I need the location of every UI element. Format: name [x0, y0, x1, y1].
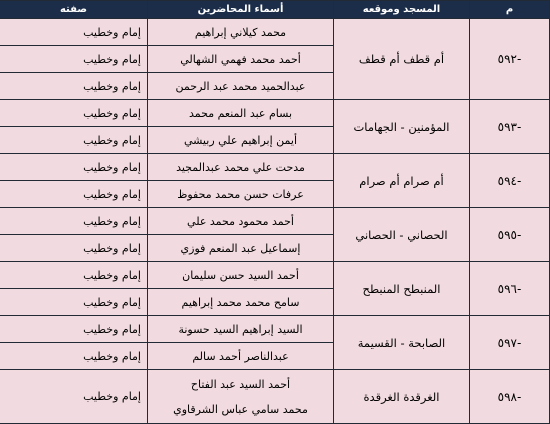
- header-row: [0, 1, 550, 19]
- row-number: -٥٩٤: [470, 154, 550, 208]
- mosque-location: أم قطف أم قطف: [334, 19, 470, 100]
- table-row: [0, 19, 550, 46]
- mosque-location: المؤمنين - الجهامات: [334, 100, 470, 154]
- table-row: [0, 262, 550, 289]
- lecturer-name: عبدالحميد محمد عبد الرحمن: [148, 73, 334, 100]
- lecturer-role: إمام وخطيب: [0, 73, 148, 100]
- mosque-location: الحصاني - الحصاني: [334, 208, 470, 262]
- lecturer-role: إمام وخطيب: [0, 46, 148, 73]
- lecturer-name: إسماعيل عبد المنعم فوزي: [148, 235, 334, 262]
- row-number: -٥٩٦: [470, 262, 550, 316]
- row-number: -٥٩٨: [470, 370, 550, 424]
- lecturer-role: إمام وخطيب: [0, 100, 148, 127]
- lecturer-role: إمام وخطيب: [0, 343, 148, 370]
- lecturer-name: أيمن إبراهيم علي ربيشي: [148, 127, 334, 154]
- header-names: أسماء المحاضرين: [148, 1, 334, 19]
- lecturer-role: إمام وخطيب: [0, 154, 148, 181]
- row-number: -٥٩٧: [470, 316, 550, 370]
- lecturer-name: محمد كيلاني إبراهيم: [148, 19, 334, 46]
- table-row: [0, 100, 550, 127]
- table-row: [0, 316, 550, 343]
- lecturer-role: إمام وخطيب: [0, 262, 148, 289]
- mosque-location: المنبطح المنبطح: [334, 262, 470, 316]
- row-number: -٥٩٢: [470, 19, 550, 100]
- lecturer-role: إمام وخطيب: [0, 208, 148, 235]
- lecturer-name: محمد سامي عباس الشرقاوي: [173, 402, 308, 416]
- header-number: م: [470, 1, 550, 19]
- mosque-location: أم صرام أم صرام: [334, 154, 470, 208]
- table-row: [0, 208, 550, 235]
- mosque-location: الغرقدة الغرقدة: [334, 370, 470, 424]
- lecturer-name: مدحت علي محمد عبدالمجيد: [148, 154, 334, 181]
- lecturer-name: عبدالناصر أحمد سالم: [148, 343, 334, 370]
- lecturer-name: أحمد محمود محمد علي: [148, 208, 334, 235]
- lecturer-name: أحمد محمد فهمي الشهالي: [148, 46, 334, 73]
- lecturer-role: إمام وخطيب: [0, 316, 148, 343]
- lecturer-name: بسام عبد المنعم محمد: [148, 100, 334, 127]
- lecturer-name: أحمد السيد عبد الفتاح: [190, 377, 291, 391]
- lecturer-name: عرفات حسن محمد محفوظ: [148, 181, 334, 208]
- lecturer-role: إمام وخطيب: [0, 127, 148, 154]
- lecturer-name: السيد إبراهيم السيد حسونة: [148, 316, 334, 343]
- header-mosque: المسجد وموقعه: [334, 1, 470, 19]
- lecturer-role: إمام وخطيب: [0, 370, 148, 424]
- lecturer-role: إمام وخطيب: [0, 181, 148, 208]
- lecturer-name: أحمد السيد حسن سليمان: [148, 262, 334, 289]
- row-number: -٥٩٥: [470, 208, 550, 262]
- mosque-location: الصابحة - القسيمة: [334, 316, 470, 370]
- lecturer-role: إمام وخطيب: [0, 289, 148, 316]
- lecturer-names-cell: [148, 370, 334, 424]
- lecturer-role: إمام وخطيب: [0, 19, 148, 46]
- lecturer-name: سامح محمد محمد إبراهيم: [148, 289, 334, 316]
- row-number: -٥٩٣: [470, 100, 550, 154]
- header-role: صفته: [0, 1, 148, 19]
- table-row: [0, 370, 550, 424]
- table-row: [0, 154, 550, 181]
- lecturer-role: إمام وخطيب: [0, 235, 148, 262]
